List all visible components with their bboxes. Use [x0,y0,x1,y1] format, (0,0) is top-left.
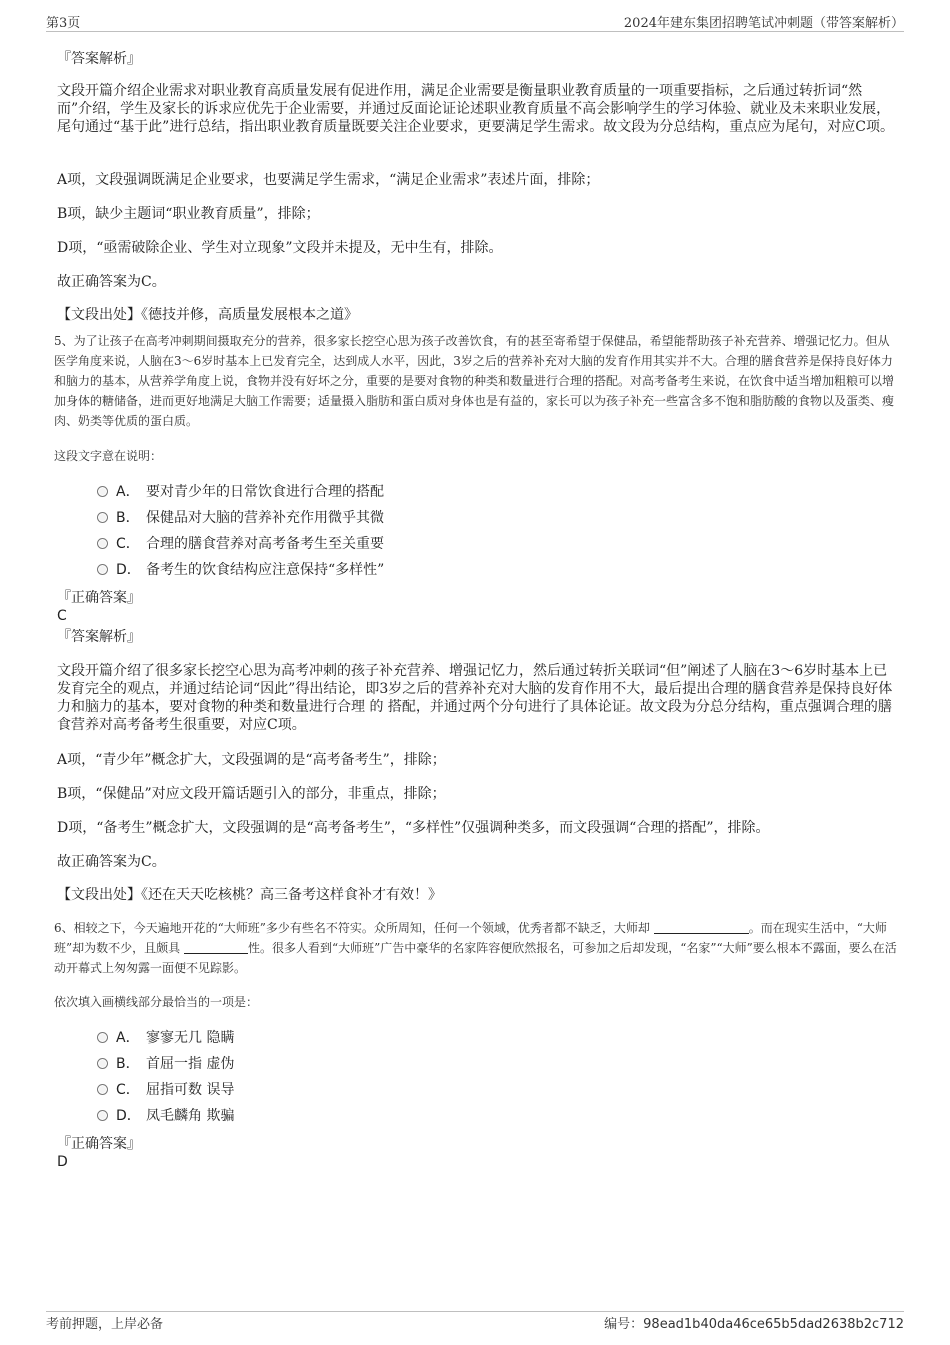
fill-blank-2[interactable] [184,941,248,954]
radio-icon[interactable] [97,564,108,575]
analysis-option-d: D项，“备考生”概念扩大，文段强调的是“高考备考生”，“多样性”仅强调种类多，而文段强调“合理的搭配”，排除。 [57,820,770,836]
analysis-option-a: A项，文段强调既满足企业要求，也要满足学生需求，“满足企业需求”表述片面，排除； [57,172,600,188]
answer-conclusion: 故正确答案为C。 [57,854,166,870]
question-prompt: 依次填入画横线部分最恰当的一项是： [54,995,259,1009]
option-b[interactable]: B． 保健品对大脑的营养补充作用微乎其微 [97,509,384,527]
radio-icon[interactable] [97,486,108,497]
passage-source: 【文段出处】《还在天天吃核桃？高三备考这样食补才有效！》 [57,887,442,903]
radio-icon[interactable] [97,512,108,523]
option-c[interactable]: C． 屈指可数 误导 [97,1081,234,1099]
analysis-option-b: B项，缺少主题词“职业教育质量”，排除； [57,206,320,222]
analysis-label: 『答案解析』 [57,629,141,645]
option-d[interactable]: D． 备考生的饮食结构应注意保持“多样性” [97,561,384,579]
option-a[interactable]: A． 要对青少年的日常饮食进行合理的搭配 [97,483,384,501]
analysis-option-b: B项，“保健品”对应文段开篇话题引入的部分，非重点，排除； [57,786,446,802]
answer-conclusion: 故正确答案为C。 [57,274,166,290]
analysis-text: 文段开篇介绍了很多家长挖空心思为高考冲刺的孩子补充营养、增强记忆力，然后通过转折关联词“但”阐述了人脑在3～6岁时基本上已发育完全的观点，并通过结论词“因此”得出结论，即3岁之后的营养补充对大脑的发育作用不大，最后提出合理的膳食营养是保持良好体力和脑力的基本，要对食物的种类和数量进行合理 的 搭配，并通过两个分句进行了具体论证。故文段为分总分结构，重点强调合理的膳食营养对高考备考生很重要，对应C项。 [57,663,893,733]
correct-answer-label: 『正确答案』 [57,590,141,606]
question-stem: 6、相较之下，今天遍地开花的“大师班”多少有些名不符实。众所周知，任何一个领域，优秀者都不缺乏，大师却 。而在现实生活中，“大师班”却为数不少，且颇具 性。很多人看到“大师班”广告中豪华的名家阵容便欣然报名，可参加之后却发现，“名家”“大师”要么根本不露面，要么在活动开幕式上匆匆露一面便不见踪影。 [54,921,897,975]
fill-blank-1[interactable] [654,921,749,934]
question-stem: 5、为了让孩子在高考冲刺期间摄取充分的营养，很多家长挖空心思为孩子改善饮食，有的甚至寄希望于保健品，希望能帮助孩子补充营养、增强记忆力。但从医学角度来说，人脑在3～6岁时基本上已发育完全，达到成人水平，因此，3岁之后的营养补充对大脑的发育作用其实并不大。合理的膳食营养是保持良好体力和脑力的基本，从营养学角度上说，食物并没有好坏之分，重要的是要对食物的种类和数量进行合理的搭配。对高考备考生来说，在饮食中适当增加粗粮可以增加身体的糖储备，进而更好地满足大脑工作需要；适量摄入脂肪和蛋白质对身体也是有益的，家长可以为孩子补充一些富含多不饱和脂肪酸的食物以及蛋类、瘦肉、奶类等优质的蛋白质。 [54,334,895,428]
radio-icon[interactable] [97,538,108,549]
correct-answer: D [57,1154,68,1170]
radio-icon[interactable] [97,1084,108,1095]
document-title: 2024年建东集团招聘笔试冲刺题（带答案解析） [623,16,904,31]
footer-divider [46,1311,904,1312]
radio-icon[interactable] [97,1110,108,1121]
radio-icon[interactable] [97,1032,108,1043]
analysis-label: 『答案解析』 [57,51,141,67]
document-code: 编号：98ead1b40da46ce65b5dad2638b2c712 [604,1317,904,1332]
page-footer [46,1313,904,1331]
radio-icon[interactable] [97,1058,108,1069]
page-header [46,12,904,30]
option-b[interactable]: B． 首屈一指 虚伪 [97,1055,234,1073]
correct-answer: C [57,608,67,624]
page-number: 第3页 [46,16,81,31]
option-a[interactable]: A． 寥寥无几 隐瞒 [97,1029,234,1047]
passage-source: 【文段出处】《德技并修，高质量发展根本之道》 [57,307,358,323]
correct-answer-label: 『正确答案』 [57,1136,141,1152]
analysis-option-a: A项，“青少年”概念扩大，文段强调的是“高考备考生”，排除； [57,752,446,768]
option-d[interactable]: D． 凤毛麟角 欺骗 [97,1107,234,1125]
option-c[interactable]: C． 合理的膳食营养对高考备考生至关重要 [97,535,384,553]
analysis-option-d: D项，“亟需破除企业、学生对立现象”文段并未提及，无中生有，排除。 [57,240,503,256]
header-divider [46,31,904,32]
analysis-text: 文段开篇介绍企业需求对职业教育高质量发展有促进作用，满足企业需要是衡量职业教育质量的一项重要指标，之后通过转折词“然而”介绍，学生及家长的诉求应优先于企业需要，并通过反面论证论述职业教育质量不高会影响学生的学习体验、就业及未来职业发展，尾句通过“基于此”进行总结，指出职业教育质量既要关注企业要求，更要满足学生需求。故文段为分总结构，重点应为尾句，对应C项。 [57,83,895,135]
question-prompt: 这段文字意在说明： [54,449,163,463]
footer-slogan: 考前押题，上岸必备 [46,1317,164,1332]
